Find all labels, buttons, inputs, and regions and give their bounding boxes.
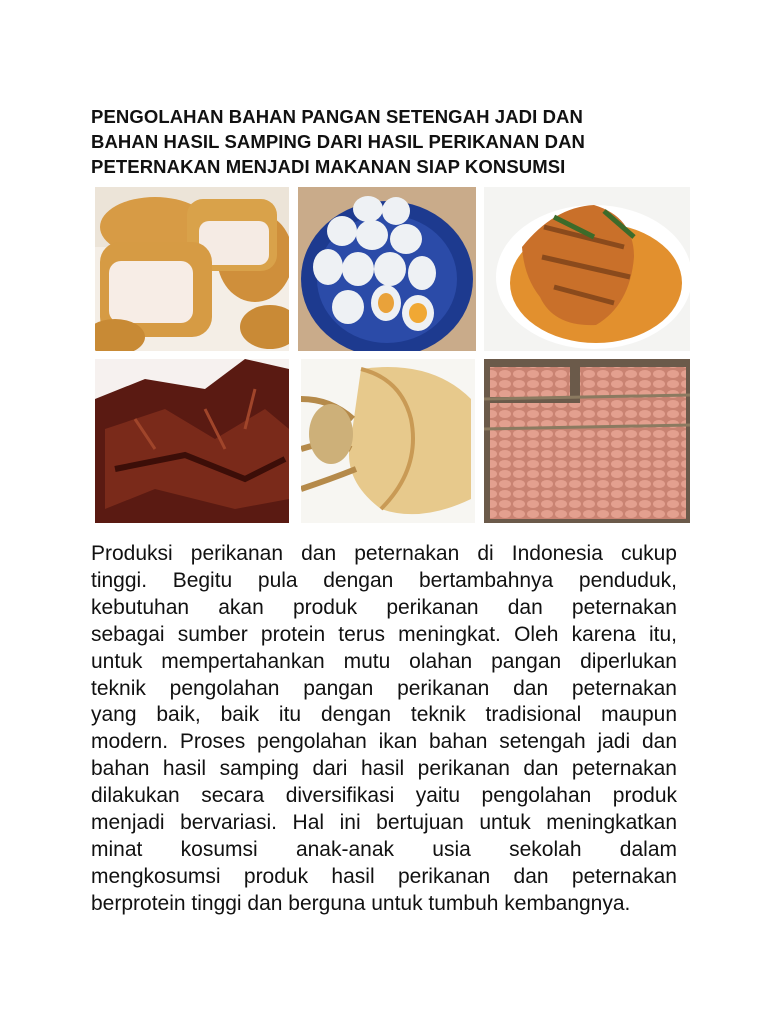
body-line: minat kosumsi anak-anak usia sekolah dalam: [91, 837, 677, 861]
body-line: menjadi bervariasi. Hal ini bertujuan untuk meningkatkan: [91, 811, 677, 835]
document-title: [91, 104, 691, 179]
body-line: tinggi. Begitu pula dengan bertambahnya penduduk,: [91, 568, 677, 592]
photo-salted-eggs: [298, 187, 476, 351]
photo-crackers-drying: [484, 359, 690, 523]
photo-nuggets: [95, 187, 289, 351]
body-paragraph: [91, 541, 677, 918]
body-line: sebagai sumber protein terus meningkat. Oleh karena itu,: [91, 622, 677, 646]
body-line: modern. Proses pengolahan ikan bahan setengah jadi dan: [91, 730, 677, 754]
body-line: kebutuhan akan produk perikanan dan peternakan: [91, 595, 677, 619]
photo-dried-squid: [301, 359, 475, 523]
title-line: PETERNAKAN MENJADI MAKANAN SIAP KONSUMSI: [91, 156, 566, 177]
body-line: yang baik, baik itu dengan teknik tradisional maupun: [91, 703, 677, 727]
body-line: teknik pengolahan pangan perikanan dan peternakan: [91, 676, 677, 700]
body-line: berprotein tinggi dan berguna untuk tumbuh kembangnya.: [91, 891, 631, 915]
body-line: mengkosumsi produk hasil perikanan dan peternakan: [91, 864, 677, 888]
photo-fish-curry: [484, 187, 690, 351]
body-line: bahan hasil samping dari hasil perikanan dan peternakan: [91, 757, 677, 781]
photo-jerky: [95, 359, 289, 523]
body-line: Produksi perikanan dan peternakan di Indonesia cukup: [91, 542, 677, 565]
body-line: dilakukan secara diversifikasi yaitu pengolahan produk: [91, 784, 677, 808]
body-line: untuk mempertahankan mutu olahan pangan diperlukan: [91, 649, 677, 673]
title-line: PENGOLAHAN BAHAN PANGAN SETENGAH JADI DAN: [91, 106, 583, 127]
title-line: BAHAN HASIL SAMPING DARI HASIL PERIKANAN DAN: [91, 131, 585, 152]
